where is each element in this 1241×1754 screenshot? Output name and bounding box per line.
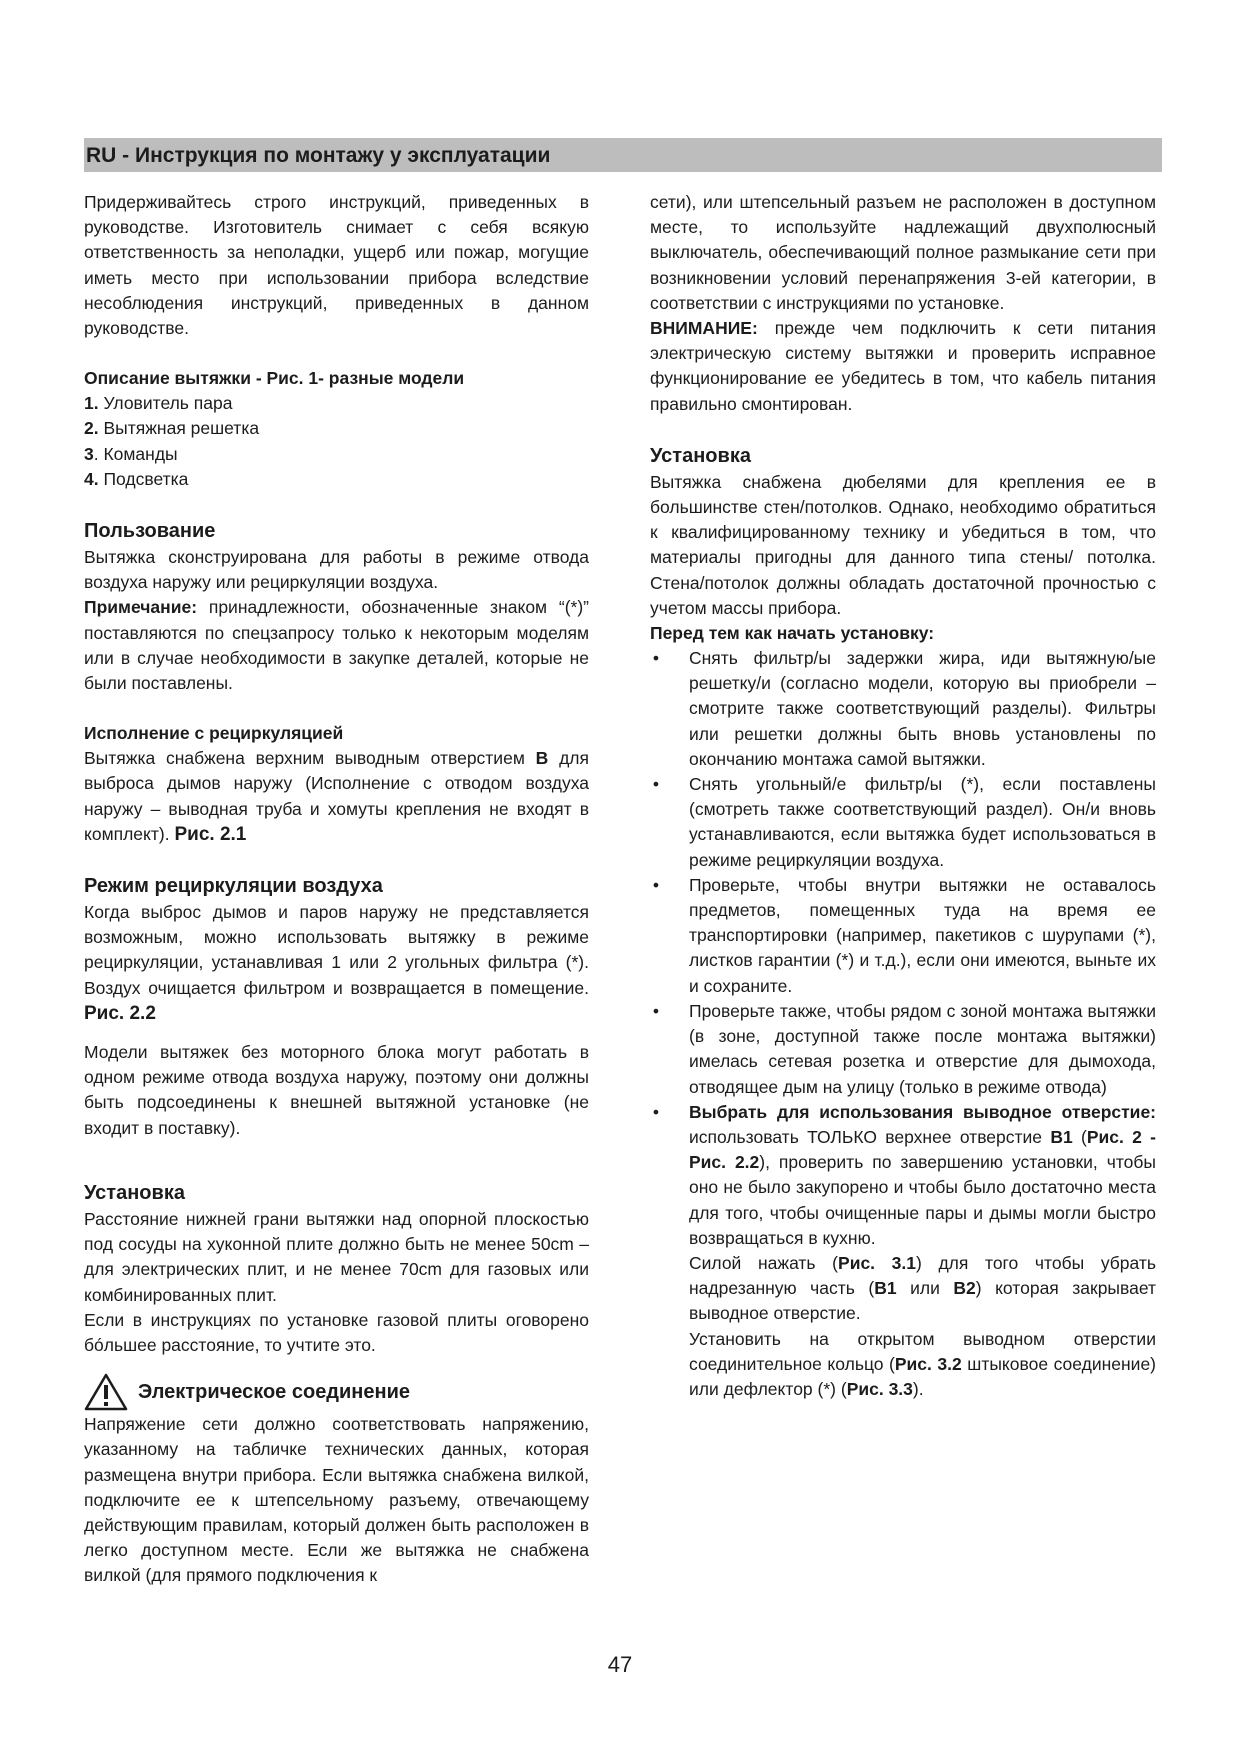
recirc-mode-heading: Режим рециркуляции воздуха [84, 875, 383, 898]
warning-icon [84, 1373, 128, 1411]
list-item: 3. Команды [84, 443, 178, 464]
right-column [650, 190, 1156, 1402]
install-heading-right: Установка [650, 444, 751, 467]
parts-list [84, 391, 589, 492]
electrical-continued-paragraph: сети), или штепсельный разъем не расположен в доступном месте, то используйте надлежащий двухполюсный выключатель, обеспечивающий полное размыкание сети при возникновении условий перенапряжения 3-ей категории, в соответствии с инструкциями по установке. [650, 192, 1156, 313]
electrical-paragraph: Напряжение сети должно соответствовать напряжению, указанному на табличке технических данных, которая размещена внутри прибора. Если вытяжка снабжена вилкой, подключите ее к штепсельному разъему, отвечающему действующим правилам, который должен быть расположен в легко доступном месте. Если же вытяжка не снабжена вилкой (для прямого подключения к [84, 1414, 589, 1586]
motorless-paragraph: Модели вытяжек без моторного блока могут работать в одном режиме отвода воздуха наружу, поэтому они должны быть подсоединены к внешней вытяжной установке (не входит в поставку). [84, 1042, 589, 1138]
install-heading-left: Установка [84, 1181, 185, 1204]
list-item: 2. Вытяжная решетка [84, 418, 260, 439]
list-item: • Выбрать для использования выводное отверстие: использовать ТОЛЬКО верхнее отверстие B1 (Рис. 2 - Рис. 2.2), проверить по завершению установки, чтобы оно не было закупорено и чтобы было достаточно места для того, чтобы очищенные пары и дымы могли быстро возвращаться в кухню. Силой нажать (Рис. 3.1) для того чтобы убрать надрезанную часть (B1 или B2) которая закрывает выводное отверстие. Установить на открытом выводном отверстии соединительное кольцо (Рис. 3.2 штыковое соединение) или дефлектор (*) (Рис. 3.3). [652, 1101, 1157, 1399]
usage-heading: Пользование [84, 520, 216, 543]
install-steps-list [650, 646, 1156, 1402]
left-column [84, 190, 589, 1589]
electrical-heading: Электрическое соединение [138, 1381, 411, 1404]
list-item: • Проверьте, чтобы внутри вытяжки не оставалось предметов, помещенных туда на время ее транспортировки (например, пакетиков с шурупами (*), листков гарантии (*) и т.д.), если они имеются, выньте их и сохраните. [652, 874, 1156, 996]
recirc-exec-paragraph: Вытяжка снабжена верхним выводным отверстием B для выброса дымов наружу (Исполнение с отводом воздуха наружу – выводная труба и хомуты крепления не входят в комплект). Рис. 2.1 [84, 748, 589, 845]
list-item: 1. Уловитель пара [84, 393, 233, 414]
recirc-exec-heading: Исполнение с рециркуляцией [84, 723, 344, 744]
before-install-heading: Перед тем как начать установку: [650, 623, 935, 644]
section-title: RU - Инструкция по монтажу у эксплуатации [86, 144, 551, 167]
list-item: • Снять фильтр/ы задержки жира, иди вытяжную/ые решетку/и (согласно модели, которую вы приобрели – смотрите также соответствующий разделы). Фильтры или решетки должны быть вновь установлены по окончанию монтажа самой вытяжки. [652, 648, 1156, 769]
list-item: • Проверьте также, чтобы рядом с зоной монтажа вытяжки (в зоне, доступной также после монтажа вытяжки) имелась сетевая розетка и отверстие для дымохода, отводящее дым на улицу (только в режиме отвода) [652, 1000, 1156, 1097]
electrical-heading-row [84, 1372, 589, 1412]
warning-paragraph: ВНИМАНИЕ: прежде чем подключить к сети питания электрическую систему вытяжки и проверить исправное функционирование ее убедитесь в том, что кабель питания правильно смонтирован. [650, 318, 1156, 414]
list-item: • Снять угольный/е фильтр/ы (*), если поставлены (смотреть также соответствующий раздел). Он/и вновь устанавливаются, если вытяжка будет использоваться в режиме рециркуляции воздуха. [652, 774, 1156, 870]
section-header-bar [84, 138, 1162, 172]
install-gas-paragraph: Если в инструкциях по установке газовой плиты оговорено бóльшее расстояние, то учтите это. [84, 1309, 589, 1355]
install-fixing-paragraph: Вытяжка снабжена дюбелями для крепления ее в большинстве стен/потолков. Однако, необходимо обратиться к квалифицированному технику и убедиться в том, что материалы пригодны для данного типа стены/ потолка. Стена/потолок должны обладать достаточной прочностью с учетом массы прибора. [650, 471, 1156, 618]
usage-paragraph: Вытяжка сконструирована для работы в режиме отвода воздуха наружу или рециркуляции воздуха. [84, 547, 589, 593]
page-number: 47 [607, 1652, 633, 1677]
list-item: 4. Подсветка [84, 468, 189, 489]
usage-note: Примечание: принадлежности, обозначенные знаком “(*)” поставляются по спецзапросу только к некоторым моделям или в случае необходимости в закупке деталей, которые не были поставлены. [84, 597, 589, 694]
install-distance-paragraph: Расстояние нижней грани вытяжки над опорной плоскостью под сосуды на хуконной плите должно быть не менее 50cm – для электрических плит, и не менее 70cm для газовых или комбинированных плит. [84, 1208, 589, 1305]
recirc-mode-paragraph: Когда выброс дымов и паров наружу не представляется возможным, можно использовать вытяжку в режиме рециркуляции, устанавливая 1 или 2 угольных фильтра (*). Воздух очищается фильтром и возвращается в помещение. Рис. 2.2 [84, 902, 589, 1024]
intro-paragraph: Придерживайтесь строго инструкций, приведенных в руководстве. Изготовитель снимает с себя всякую ответственность за неполадки, ущерб или пожар, могущие иметь место при использовании прибора вследствие несоблюдения инструкций, приведенных в данном руководстве. [84, 192, 589, 339]
description-heading: Описание вытяжки - Рис. 1- разные модели [84, 368, 465, 389]
